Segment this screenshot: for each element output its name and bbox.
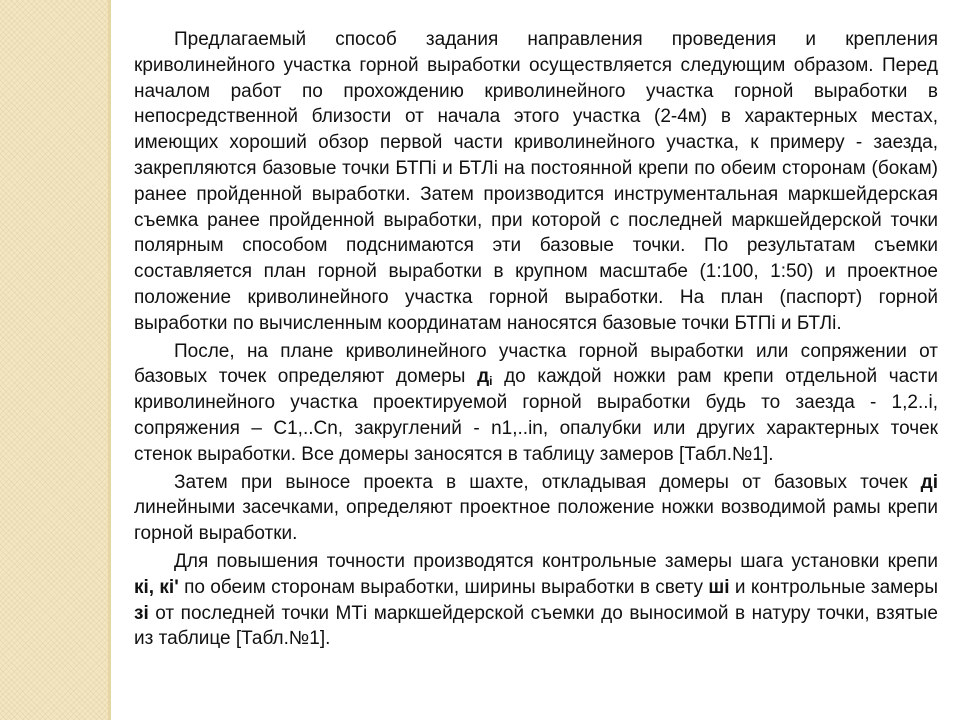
term-di: дi	[920, 471, 938, 493]
text-segment: по обеим сторонам выработки, ширины выработки в свету	[178, 576, 709, 598]
paragraph-1	[134, 27, 938, 337]
paragraph-4	[134, 549, 938, 652]
text-segment: от последней точки МТi маркшейдерской съемки до выносимой в натуру точки, взятые из таблице [Табл.№1].	[134, 602, 938, 650]
term-d: д	[477, 366, 490, 388]
text-segment: и контрольные замеры	[729, 576, 939, 598]
text-segment: до каждой ножки рам крепи отдельной части криволинейного участка проектируемой горной выработки будь то заезда - 1,2..i, сопряжения – C1,..Cn, закруглений - n1,..in, опалубки или других характерных точек стенок выработки. Все домеры заносятся в таблицу замеров [Табл.№1].	[134, 366, 939, 465]
text-segment: После, на плане криволинейного участка горной выработки или сопряжении от базовых точек определяют домеры	[134, 340, 938, 388]
text-segment: Для повышения точности производятся контрольные замеры шага установки крепи	[174, 550, 938, 572]
paragraph-3	[134, 470, 938, 547]
term-ki: кi, кi'	[134, 576, 179, 598]
term-zi: зi	[134, 602, 149, 624]
document-text	[134, 27, 938, 654]
term-d-subscript: i	[489, 374, 493, 389]
decorative-side-rule	[108, 0, 111, 720]
paragraph-2	[134, 339, 938, 468]
term-shi: шi	[708, 576, 730, 598]
text-segment: Предлагаемый способ задания направления проведения и крепления криволинейного участка горной выработки осуществляется следующим образом. Перед началом работ по прохождению криволинейного участка горной выработки в непосредственной близости от начала этого участка (2-4м) в характерных местах, имеющих хороший обзор первой части криволинейного участка, к примеру - заезда, закрепляются базовые точки БТПi и БТЛi на постоянной крепи по обеим сторонам (бокам) ранее пройденной выработки. Затем производится инструментальная маркшейдерская съемка ранее пройденной выработки, при которой с последней маркшейдерской точки полярным способом подснимаются эти базовые точки. По результатам съемки составляется план горной выработки в крупном масштабе (1:100, 1:50) и проектное положение криволинейного участка горной выработки. На план (паспорт) горной выработки по вычисленным координатам наносятся базовые точки БТПi и БТЛi.	[134, 29, 938, 334]
text-segment: Затем при выносе проекта в шахте, откладывая домеры от базовых точек	[174, 471, 921, 493]
decorative-side-band	[0, 0, 108, 720]
text-segment: линейными засечками, определяют проектное положение ножки возводимой рамы крепи горной выработки.	[134, 497, 938, 545]
